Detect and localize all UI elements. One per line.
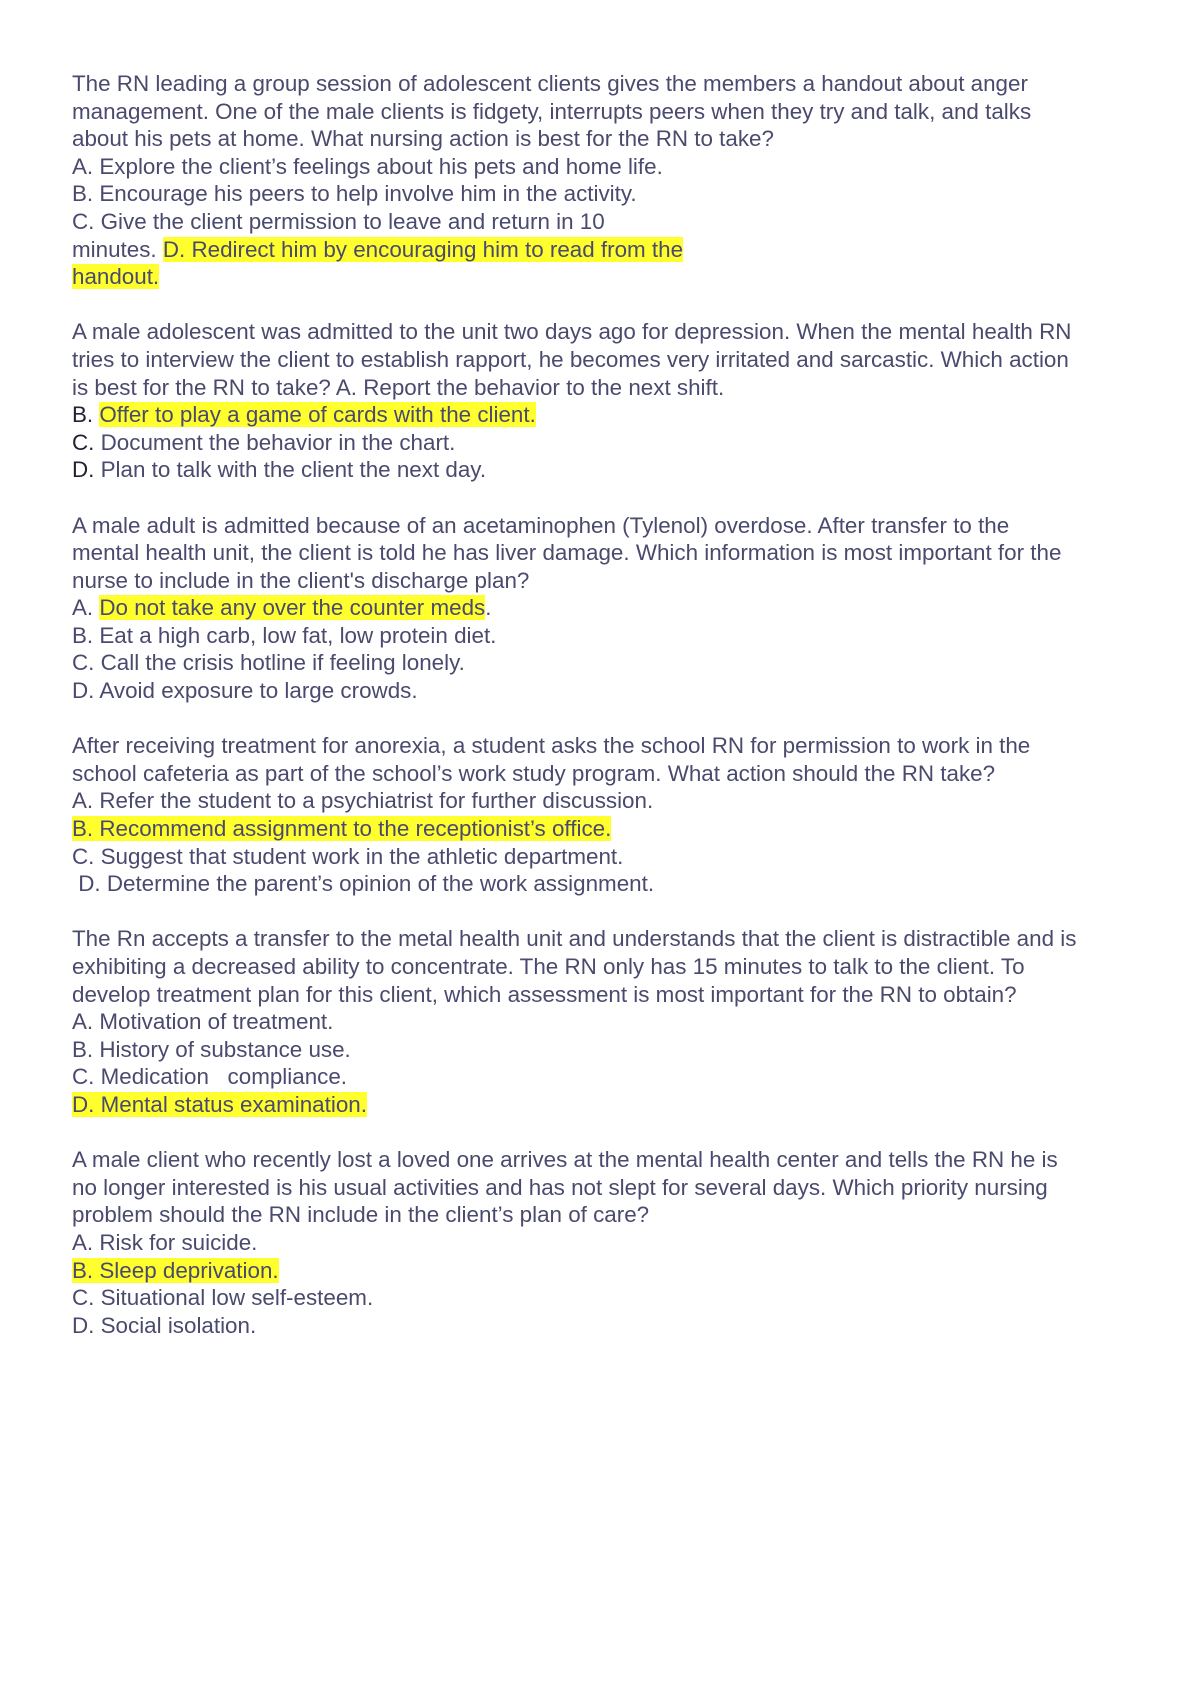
option-c: C. Call the crisis hotline if feeling lonely. (72, 650, 465, 676)
document-page (72, 70, 1152, 1367)
option-c-text: Document the behavior in the chart. (94, 429, 456, 455)
option-a-suffix: . (485, 595, 492, 621)
option-c-continued (72, 236, 1152, 264)
option-d (72, 456, 1152, 484)
highlighted-answer-d: D. Mental status examination. (72, 1091, 367, 1117)
option-d-letter: D. (72, 457, 95, 483)
option-b: B. Encourage his peers to help involve him in the activity. (72, 181, 637, 207)
question-text: A male client who recently lost a loved one arrives at the mental health center and tells the RN he is (72, 1147, 1058, 1173)
question-text: A male adult is admitted because of an acetaminophen (Tylenol) overdose. After transfer to the (72, 512, 1010, 538)
question-text: is best for the RN to take? A. Report the behavior to the next shift. (72, 374, 725, 400)
question-text: management. One of the male clients is fidgety, interrupts peers when they try and talk, and talks (72, 98, 1032, 124)
question-text: school cafeteria as part of the school’s work study program. What action should the RN take? (72, 760, 996, 786)
question-2 (72, 318, 1152, 484)
option-b: B. Eat a high carb, low fat, low protein diet. (72, 622, 497, 648)
option-b-letter: B. (72, 402, 94, 428)
option-b (72, 1257, 1152, 1285)
option-d (72, 1091, 1152, 1119)
question-text: tries to interview the client to establish rapport, he becomes very irritated and sarcastic. Which action (72, 346, 1069, 372)
highlighted-answer-b: B. Recommend assignment to the receptionist’s office. (72, 816, 612, 842)
option-a-prefix: A. (72, 595, 100, 621)
question-text: develop treatment plan for this client, which assessment is most important for the RN to obtain? (72, 981, 1017, 1007)
question-text: A male adolescent was admitted to the unit two days ago for depression. When the mental health RN (72, 319, 1072, 345)
option-b (72, 401, 1152, 429)
question-text: exhibiting a decreased ability to concentrate. The RN only has 15 minutes to talk to the client. To (72, 954, 1025, 979)
highlighted-answer-b: Offer to play a game of cards with the client. (99, 402, 536, 428)
option-b: B. History of substance use. (72, 1036, 351, 1062)
option-d-continued (72, 263, 1152, 291)
question-3 (72, 512, 1152, 705)
option-d: D. Social isolation. (72, 1312, 257, 1338)
question-text: The Rn accepts a transfer to the metal health unit and understands that the client is distractible and is (72, 926, 1077, 952)
question-text: no longer interested is his usual activities and has not slept for several days. Which priority nursing (72, 1174, 1048, 1200)
option-c: C. Medication compliance. (72, 1064, 348, 1090)
option-c: C. Give the client permission to leave and return in 10 (72, 208, 605, 234)
highlighted-answer-a: Do not take any over the counter meds (99, 595, 486, 621)
question-text: problem should the RN include in the client’s plan of care? (72, 1202, 650, 1228)
option-a (72, 594, 1152, 622)
option-a: A. Explore the client’s feelings about his pets and home life. (72, 153, 663, 179)
option-c-tail: minutes. (72, 236, 163, 262)
option-a: A. Refer the student to a psychiatrist for further discussion. (72, 788, 654, 814)
question-4 (72, 732, 1152, 898)
option-d: D. Avoid exposure to large crowds. (72, 678, 418, 704)
question-6 (72, 1146, 1152, 1339)
highlighted-answer-d: D. Redirect him by encouraging him to read from the (162, 236, 684, 262)
question-text: mental health unit, the client is told he has liver damage. Which information is most important for the (72, 540, 1062, 566)
question-text: about his pets at home. What nursing action is best for the RN to take? (72, 126, 774, 152)
highlighted-answer-b: B. Sleep deprivation. (72, 1257, 279, 1283)
question-text: nurse to include in the client's discharge plan? (72, 567, 530, 593)
option-c-letter: C. (72, 429, 95, 455)
highlighted-answer-d-tail: handout. (72, 264, 160, 290)
option-c: C. Situational low self-esteem. (72, 1285, 374, 1311)
option-d-text: Plan to talk with the client the next day. (94, 457, 487, 483)
question-1 (72, 70, 1152, 291)
option-a: A. Motivation of treatment. (72, 1009, 334, 1035)
option-d: D. Determine the parent’s opinion of the work assignment. (72, 871, 655, 897)
option-b (72, 815, 1152, 843)
option-c: C. Suggest that student work in the athletic department. (72, 843, 624, 869)
question-text: The RN leading a group session of adolescent clients gives the members a handout about anger (72, 71, 1028, 96)
option-a: A. Risk for suicide. (72, 1229, 258, 1255)
question-text: After receiving treatment for anorexia, a student asks the school RN for permission to work in the (72, 733, 1031, 759)
question-5 (72, 925, 1152, 1118)
option-c (72, 429, 1152, 457)
